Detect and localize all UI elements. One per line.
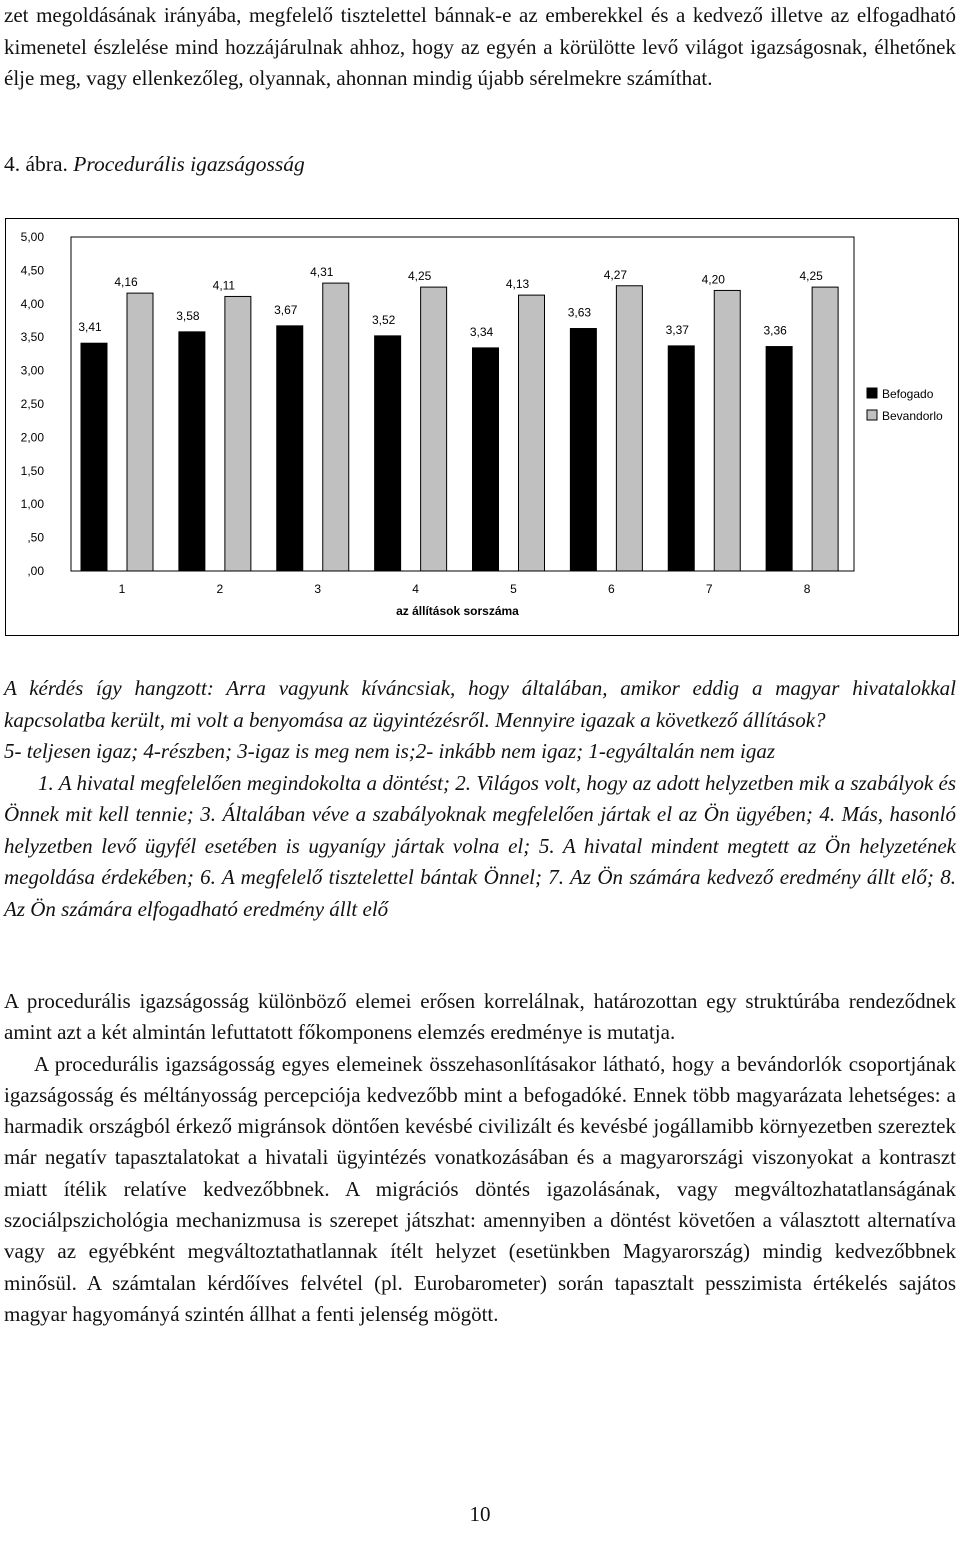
x-tick-label: 2 — [216, 582, 224, 596]
x-tick-label: 4 — [412, 582, 419, 596]
y-tick-label: 5,00 — [20, 230, 44, 244]
y-tick-label: ,00 — [27, 564, 44, 578]
x-axis-label: az állítások sorszáma — [396, 604, 519, 618]
y-tick-label: 1,00 — [20, 497, 44, 512]
bar-bevandorlo — [421, 287, 447, 571]
legend-swatch-befogado — [867, 388, 877, 398]
y-tick-label: 4,00 — [20, 296, 44, 311]
data-label: 3,34 — [469, 324, 494, 339]
figure-caption — [4, 152, 305, 177]
data-label: 3,63 — [567, 305, 592, 320]
chart-frame — [5, 218, 959, 636]
bar-befogado — [81, 343, 107, 571]
data-label: 3,52 — [371, 312, 396, 327]
question-scale: 5- teljesen igaz; 4-részben; 3-igaz is meg nem is;2- inkább nem igaz; 1-egyáltalán nem igaz — [4, 739, 776, 763]
y-tick-label: 1,50 — [20, 463, 44, 478]
x-tick-label: 1 — [118, 582, 126, 596]
body-paragraph-1: A procedurális igazságosság különböző elemei erősen korrelálnak, határozottan egy struktúrába rendeződnek amint azt a két almintán lefuttatott főkomponens elemzés eredménye is mutatja. — [4, 989, 956, 1045]
data-label: 4,16 — [114, 275, 138, 290]
bar-chart — [6, 219, 960, 637]
intro-paragraph: zet megoldásának irányába, megfelelő tisztelettel bánnak-e az emberekkel és a kedvező illetve az elfogadható kimenetel észlelése mind hozzájárulnak ahhoz, hogy az egyén a körülötte levő világot igazságosnak, élhetőnek élje meg, vagy ellenkezőleg, olyannak, ahonnan mindig újabb sérelmekre számíthat. — [4, 3, 956, 90]
data-label: 3,58 — [176, 308, 200, 323]
y-tick-label: 3,00 — [20, 363, 44, 378]
x-tick-label: 7 — [705, 582, 713, 596]
y-tick-label: 2,00 — [20, 430, 44, 445]
data-label: 4,20 — [701, 272, 725, 287]
data-label: 3,67 — [274, 302, 298, 317]
page-number: 10 — [469, 1502, 491, 1526]
y-tick-label: 3,50 — [20, 330, 44, 345]
data-label: 4,13 — [505, 277, 530, 292]
x-tick-label: 8 — [803, 582, 811, 596]
legend-swatch-bevandorlo — [867, 410, 877, 420]
bar-bevandorlo — [323, 283, 349, 571]
data-label: 4,27 — [603, 267, 628, 282]
bar-bevandorlo — [812, 287, 838, 571]
legend-label: Bevandorlo — [882, 409, 943, 423]
bar-befogado — [179, 332, 205, 571]
figure-title: Procedurális igazságosság — [73, 152, 305, 176]
data-label: 3,37 — [665, 322, 689, 337]
body-text — [4, 986, 956, 1330]
bar-bevandorlo — [714, 290, 740, 571]
bar-bevandorlo — [225, 296, 251, 571]
legend-label: Befogado — [882, 387, 934, 401]
bar-bevandorlo — [127, 293, 153, 571]
y-tick-label: 2,50 — [20, 397, 44, 411]
data-label: 4,25 — [407, 269, 432, 284]
bar-befogado — [473, 348, 499, 571]
x-tick-label: 5 — [510, 582, 517, 596]
figure-number: 4. ábra. — [4, 152, 68, 176]
bar-befogado — [766, 347, 792, 571]
bar-befogado — [277, 326, 303, 571]
y-tick-label: 4,50 — [20, 263, 44, 278]
x-tick-label: 3 — [314, 582, 322, 596]
data-label: 3,36 — [763, 323, 787, 338]
question-statements: 1. A hivatal megfelelően megindokolta a döntést; 2. Világos volt, hogy az adott helyzetben mik a szabályok és Önnek mit kell tennie; 3. Általában véve a szabályoknak megfelelően jártak el az Ön ügyében; 4. Más, hasonló helyzetben levő ügyfél esetében is ugyanígy jártak volna el; 5. A hivatal mindent megtett az Ön helyzetének megoldása érdekében; 6. A megfelelő tisztelettel bántak Önnel; 7. Az Ön számára kedvező eredmény állt elő; 8. Az Ön számára elfogadható eredmény állt elő — [4, 770, 956, 921]
data-label: 4,31 — [310, 265, 334, 280]
x-tick-label: 6 — [607, 582, 615, 596]
bar-bevandorlo — [519, 295, 545, 571]
bar-befogado — [570, 329, 596, 571]
body-paragraph-2: A procedurális igazságosság egyes elemeinek összehasonlításakor látható, hogy a bevándorlók csoportjának igazságosság és méltányosság percepciója kedvezőbb mint a befogadóké. Ennek több magyarázata lehetséges: a harmadik országból érkező migránsok döntően kevésbé civilizált és kevésbé jogállamibb környezetben szereztek már negatív tapasztalatokat a hivatali ügyintézés vonatkozásában és a magyarországi viszonyokat a kontraszt miatt ítélik relatíve kedvezőbbnek. A migrációs döntés igazolásának, vagy megváltozhatatlanságának szociálpszichológia mechanizmusa is szerepet játszhat: amennyiben a döntést követően a választott alternatíva vagy az egyébként megváltoztathatlannak ítélt helyzet (esetünkben Magyarország) mindig kedvezőbbnek minősül. A számtalan kérdőíves felvétel (pl. Eurobarometer) során tapasztalt pesszimista értékelés sajátos magyar hagyományá szintén állhat a fenti jelenség mögött. — [4, 1051, 956, 1326]
data-label: 4,11 — [212, 278, 236, 293]
y-tick-label: ,50 — [27, 530, 44, 545]
bar-befogado — [668, 346, 694, 571]
question-block — [4, 673, 956, 925]
bar-befogado — [375, 336, 401, 571]
bar-bevandorlo — [616, 286, 642, 571]
question-intro: A kérdés így hangzott: Arra vagyunk kíváncsiak, hogy általában, amikor eddig a magyar hivatalokkal kapcsolatba került, mi volt a benyomása az ügyintézésről. Mennyire igazak a következő állítások? — [4, 676, 956, 732]
data-label: 4,25 — [799, 269, 823, 284]
data-label: 3,41 — [78, 320, 102, 335]
